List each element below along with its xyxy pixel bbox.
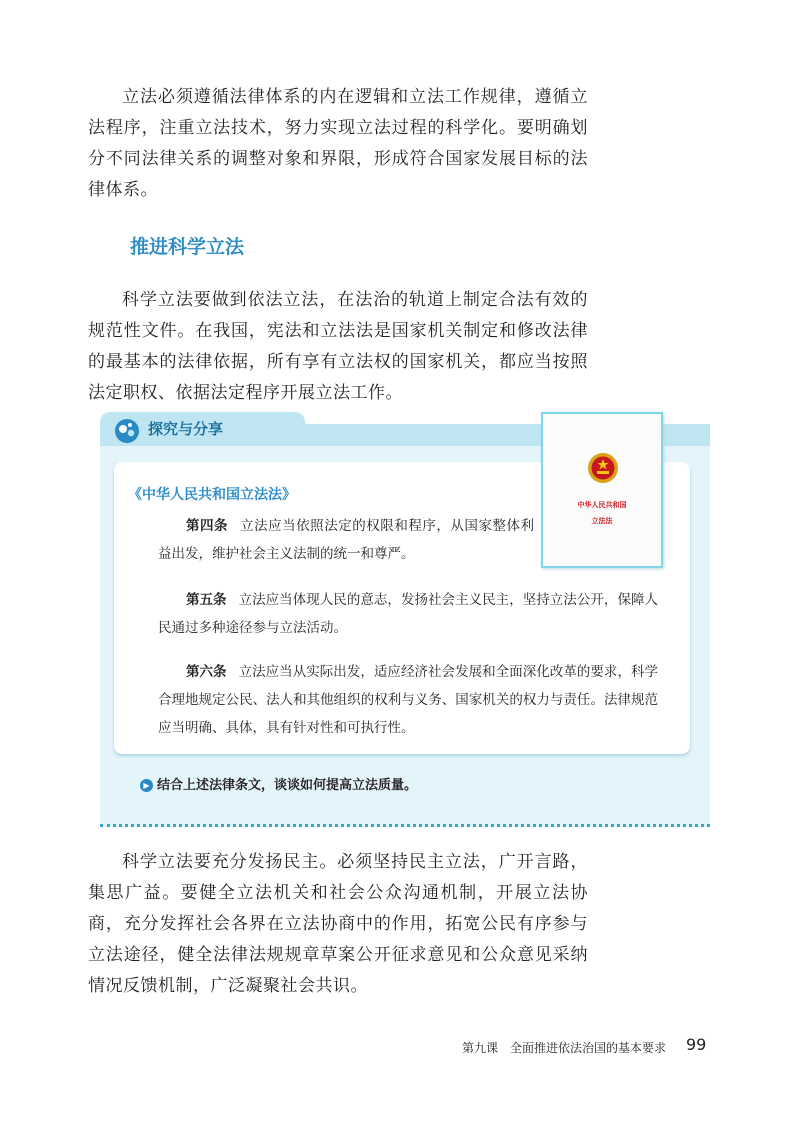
page-number: 99 [686, 1035, 707, 1054]
law-book-cover [541, 412, 663, 568]
book-subtitle: 立法法 [591, 517, 613, 525]
national-emblem-icon [587, 452, 619, 484]
question-text: 结合上述法律条文，谈谈如何提高立法质量。 [157, 778, 418, 793]
paragraph-intro: 立法必须遵循法律体系的内在逻辑和立法工作规律，遵循立法程序，注重立法技术，努力实现立法过程的科学化。要明确划分不同法律关系的调整对象和界限，形成符合国家发展目标的法律体系。 [88, 87, 588, 200]
section-heading: 推进科学立法 [130, 236, 245, 258]
article-number: 第五条 [186, 592, 227, 608]
article-number: 第四条 [186, 518, 229, 534]
play-arrow-icon: ▶ [140, 779, 153, 792]
article-text: 立法应当依照法定的权限和程序，从国家整体利益出发，维护社会主义法制的统一和尊严。 [158, 518, 535, 562]
article-text: 立法应当从实际出发，适应经济社会发展和全面深化改革的要求，科学合理地规定公民、法人和其他组织的权利与义务、国家机关的权力与责任。法律规范应当明确、具体，具有针对性和可执行性。 [158, 664, 659, 736]
article-6 [158, 658, 658, 742]
footer-chapter-title: 第九课 全面推进依法治国的基本要求 [462, 1041, 667, 1055]
book-title: 中华人民共和国 [577, 501, 627, 509]
article-5 [158, 586, 658, 642]
article-text: 立法应当体现人民的意志，发扬社会主义民主，坚持立法公开，保障人民通过多种途径参与立法活动。 [158, 592, 659, 636]
explore-icon [114, 418, 140, 444]
article-4 [158, 512, 534, 568]
paragraph-legal-basis: 科学立法要做到依法立法，在法治的轨道上制定合法有效的规范性文件。在我国，宪法和立法法是国家机关制定和修改法律的最基本的法律依据，所有享有立法权的国家机关，都应当按照法定职权、依据法定程序开展立法工作。 [88, 290, 588, 403]
paragraph-democracy: 科学立法要充分发扬民主。必须坚持民主立法，广开言路，集思广益。要健全立法机关和社会公众沟通机制，开展立法协商，充分发挥社会各界在立法协商中的作用，拓宽公民有序参与立法途径，健全法律法规规章草案公开征求意见和公众意见采纳情况反馈机制，广泛凝聚社会共识。 [88, 852, 588, 996]
panel-title: 探究与分享 [148, 420, 224, 438]
law-title: 《中华人民共和国立法法》 [128, 487, 296, 503]
article-number: 第六条 [186, 664, 227, 680]
discussion-question [140, 774, 417, 793]
